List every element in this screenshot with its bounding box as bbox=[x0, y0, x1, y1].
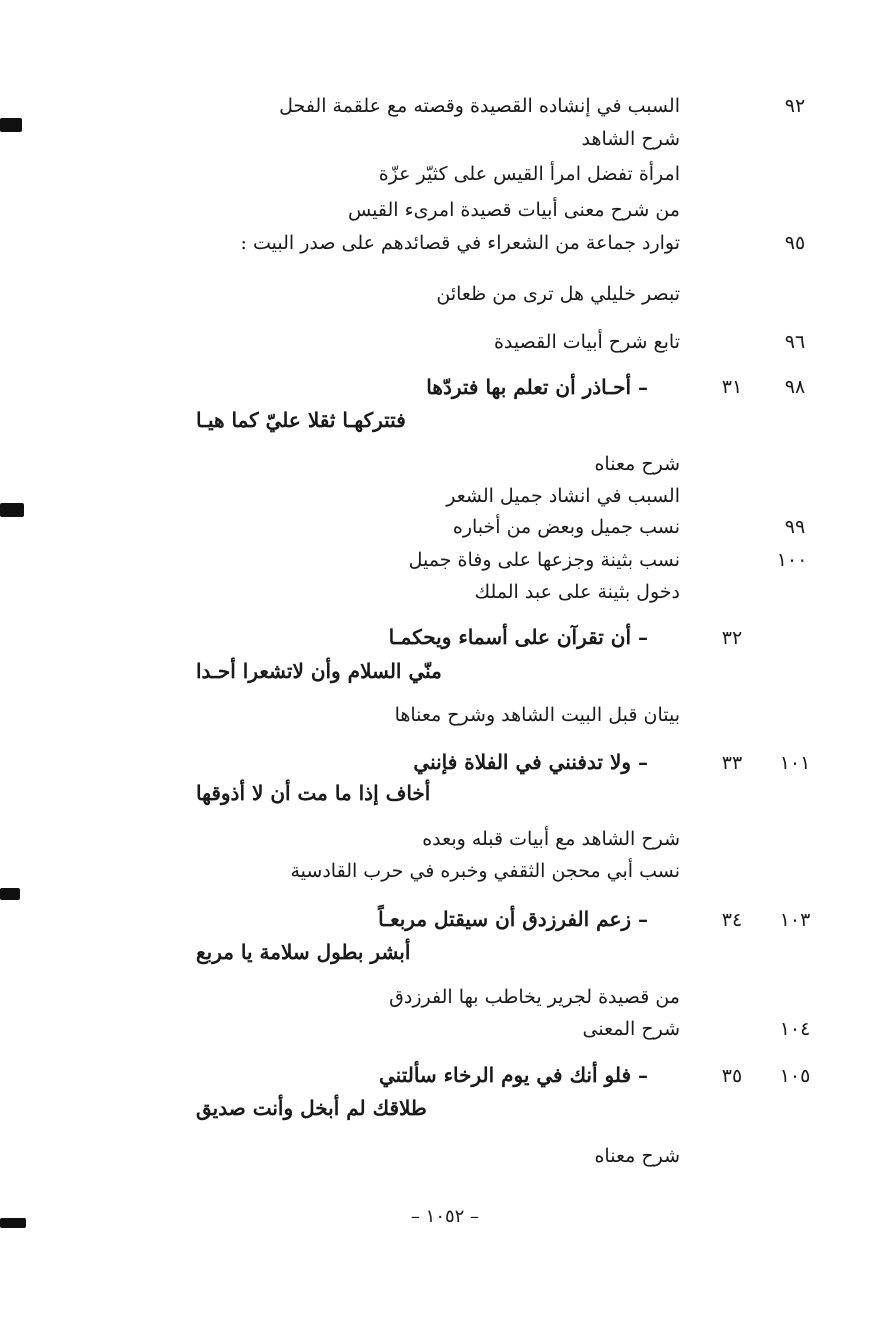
page-number: ٩٨ bbox=[784, 376, 806, 398]
index-line: من قصيدة لجرير يخاطب بها الفرزدق bbox=[389, 986, 680, 1008]
index-line: تبصر خليلي هل ترى من ظعائن bbox=[436, 283, 680, 305]
page-number: ٩٥ bbox=[784, 232, 806, 254]
index-line: تابع شرح أبيات القصيدة bbox=[493, 331, 680, 353]
verse-second-hemistich: فتتركهـا ثقلا عليّ كما هيـا bbox=[196, 408, 406, 432]
verse-number: ٣١ bbox=[721, 376, 743, 398]
verse-first-hemistich: – ولا تدفنني في الفلاة فإنني bbox=[413, 750, 648, 774]
index-line: بيتان قبل البيت الشاهد وشرح معناها bbox=[394, 704, 680, 726]
index-line: من شرح معنى أبيات قصيدة امرىء القيس bbox=[347, 199, 680, 221]
verse-first-hemistich: – زعم الفرزدق أن سيقتل مربعـاً bbox=[378, 907, 648, 931]
index-line: شرح المعنى bbox=[582, 1018, 680, 1040]
index-line: نسب أبي محجن الثقفي وخبره في حرب القادسية bbox=[290, 860, 680, 882]
verse-number: ٣٤ bbox=[721, 909, 743, 931]
page-number: ١٠٥ bbox=[779, 1065, 811, 1087]
index-line: شرح معناه bbox=[594, 1145, 680, 1167]
index-line: شرح الشاهد bbox=[581, 128, 680, 150]
verse-number: ٣٢ bbox=[721, 627, 743, 649]
index-line: نسب جميل وبعض من أخباره bbox=[452, 516, 680, 538]
page-number: ٩٩ bbox=[784, 516, 806, 538]
page-number: ٩٢ bbox=[784, 95, 806, 117]
page-number: ٩٦ bbox=[784, 331, 806, 353]
verse-first-hemistich: – أن تقرآن على أسماء ويحكمـا bbox=[388, 625, 648, 649]
page-number: ١٠٣ bbox=[779, 909, 811, 931]
binder-mark bbox=[0, 118, 22, 132]
index-line: السبب في إنشاده القصيدة وقصته مع علقمة الفحل bbox=[279, 95, 680, 117]
page-number: ١٠٤ bbox=[779, 1018, 811, 1040]
page-folio: – ١٠٥٢ – bbox=[410, 1206, 480, 1227]
verse-second-hemistich: منّي السلام وأن لاتشعرا أحـدا bbox=[196, 659, 442, 683]
binder-mark bbox=[0, 1218, 26, 1228]
index-line: شرح معناه bbox=[594, 453, 680, 475]
index-line: السبب في انشاد جميل الشعر bbox=[446, 485, 680, 507]
verse-second-hemistich: أخاف إذا ما مت أن لا أذوقها bbox=[196, 781, 431, 805]
verse-second-hemistich: طلاقك لم أبخل وأنت صديق bbox=[196, 1096, 427, 1120]
verse-first-hemistich: – فلو أنك في يوم الرخاء سألتني bbox=[378, 1063, 648, 1087]
page-number: ١٠١ bbox=[779, 752, 811, 774]
verse-number: ٣٣ bbox=[721, 752, 743, 774]
binder-mark bbox=[0, 888, 20, 900]
page-number: ١٠٠ bbox=[776, 549, 808, 571]
verse-number: ٣٥ bbox=[721, 1065, 743, 1087]
index-line: شرح الشاهد مع أبيات قبله وبعده bbox=[422, 828, 680, 850]
verse-first-hemistich: – أحـاذر أن تعلم بها فتردّها bbox=[426, 375, 648, 399]
index-line: دخول بثينة على عبد الملك bbox=[474, 581, 680, 603]
verse-second-hemistich: أبشر بطول سلامة يا مربع bbox=[196, 940, 411, 964]
binder-mark bbox=[0, 503, 24, 517]
index-line: امرأة تفضل امرأ القيس على كثيّر عزّة bbox=[378, 163, 680, 185]
index-line: نسب بثينة وجزعها على وفاة جميل bbox=[408, 549, 680, 571]
index-line: توارد جماعة من الشعراء في قصائدهم على صدر البيت : bbox=[240, 232, 680, 254]
